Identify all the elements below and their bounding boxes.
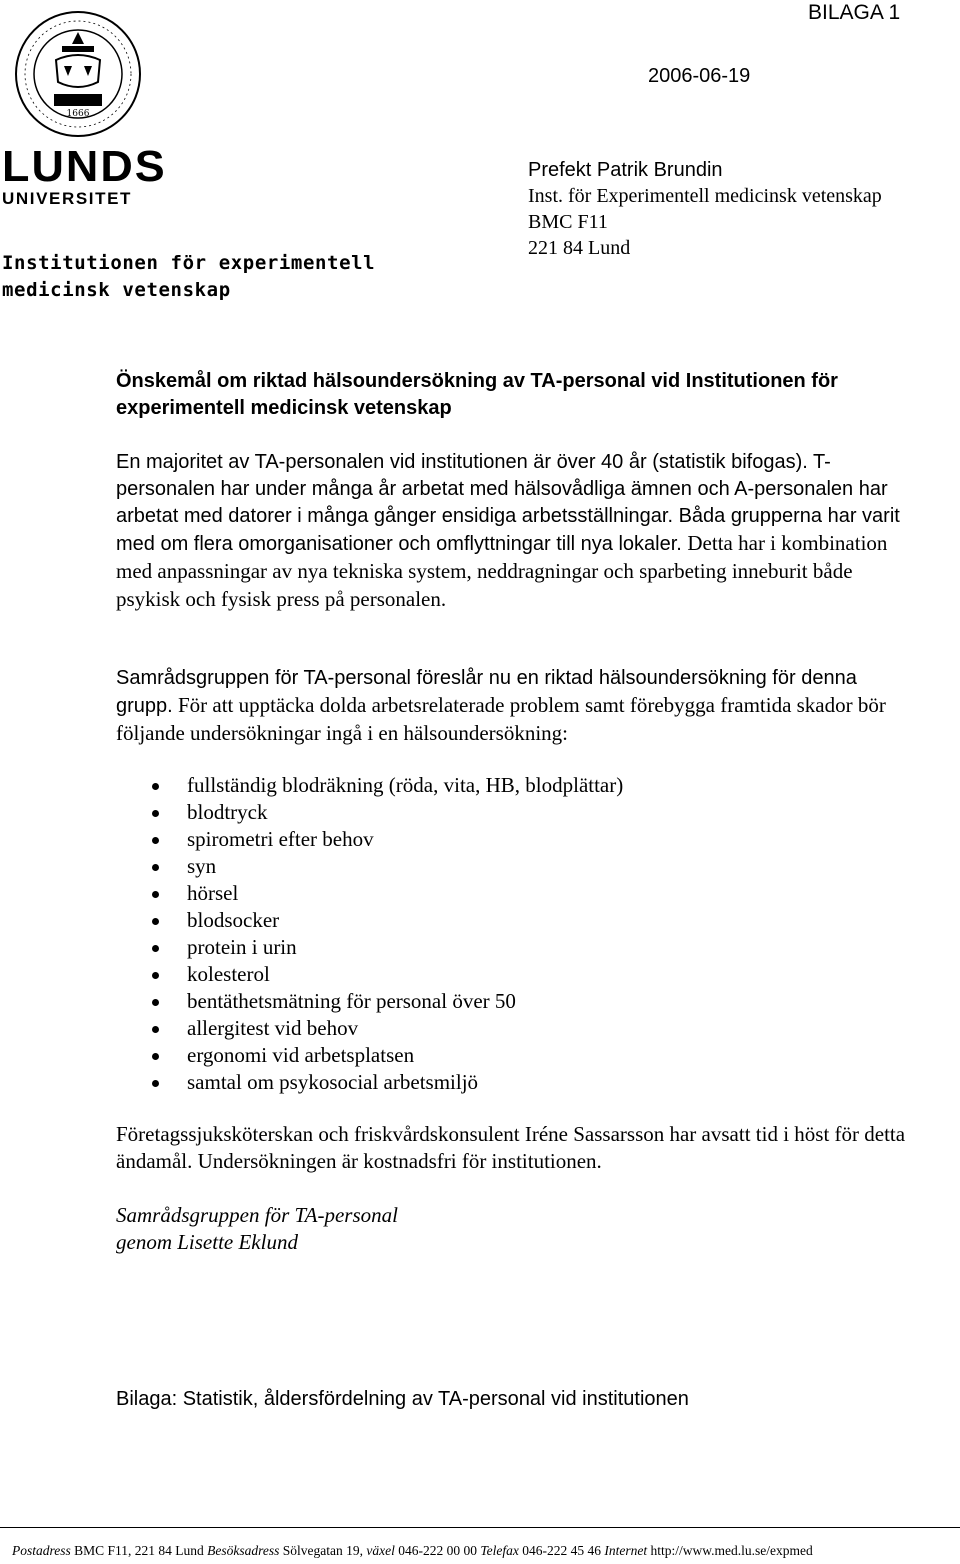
bullet-icon [152, 918, 159, 925]
list-item: allergitest vid behov [152, 1015, 623, 1042]
signature [116, 1202, 398, 1256]
footer-postal-label: Postadress [12, 1543, 71, 1558]
wordmark-universitet: UNIVERSITET [2, 189, 133, 208]
footer-contact [12, 1543, 813, 1559]
footer-fax-label: Telefax [480, 1543, 519, 1558]
attachment-label: BILAGA 1 [808, 1, 901, 24]
examination-list [152, 772, 623, 1096]
bullet-icon [152, 837, 159, 844]
department-name: Institutionen för experimentell medicinsk vetenskap [2, 252, 376, 301]
recipient-line-3: BMC F11 [528, 211, 608, 233]
university-seal-logo [14, 10, 142, 138]
list-item: protein i urin [152, 934, 623, 961]
letter-date: 2006-06-19 [648, 65, 751, 87]
paragraph-3: Företagssjuksköterskan och friskvårdskonsulent Iréne Sassarsson har avsatt tid i höst för detta ändamål. Undersökningen är kostnadsfri för institutionen. [116, 1122, 906, 1173]
paragraph-2-part-1: Samrådsgruppen för TA-personal föreslår nu en riktad hälsoundersökning för denna grupp. [116, 667, 857, 717]
bullet-icon [152, 1053, 159, 1060]
attachment-note: Bilaga: Statistik, åldersfördelning av TA-personal vid institutionen [116, 1388, 689, 1410]
recipient-line-4: 221 84 Lund [528, 237, 631, 259]
recipient-line-1: Prefekt Patrik Brundin [528, 159, 723, 181]
university-wordmark [2, 142, 167, 209]
bullet-icon [152, 864, 159, 871]
bullet-icon [152, 999, 159, 1006]
paragraph-1-serif: Detta har i kombination med anpassningar av nya tekniska system, neddragningar och sparbeting inneburit både psykisk och fysisk press på personalen. [116, 531, 888, 611]
footer-switch-label: växel [366, 1543, 395, 1558]
footer-visit-label: Besöksadress [207, 1543, 280, 1558]
footer-fax-value: 046-222 45 46 [522, 1543, 602, 1558]
svg-text:1666: 1666 [66, 109, 90, 119]
bullet-icon [152, 945, 159, 952]
bullet-icon [152, 1026, 159, 1033]
paragraph-2 [116, 664, 916, 747]
signature-line-1: Samrådsgruppen för TA-personal [116, 1203, 398, 1227]
footer-web-label: Internet [604, 1543, 648, 1558]
paragraph-2-part-2: För att upptäcka dolda arbetsrelaterade problem samt förebygga framtida skador bör följande undersökningar ingå i en hälsoundersökning: [116, 693, 886, 745]
recipient-address [528, 157, 882, 261]
letter-title: Önskemål om riktad hälsoundersökning av TA-personal vid Institutionen för experimentell medicinsk vetenskap [116, 370, 838, 419]
list-item: samtal om psykosocial arbetsmiljö [152, 1069, 623, 1096]
bullet-icon [152, 810, 159, 817]
bullet-icon [152, 783, 159, 790]
bullet-icon [152, 972, 159, 979]
footer-visit-value: Sölvegatan 19, [282, 1543, 364, 1558]
footer-postal-value: BMC F11, 221 84 Lund [74, 1543, 204, 1558]
list-item: ergonomi vid arbetsplatsen [152, 1042, 623, 1069]
list-item: blodtryck [152, 799, 623, 826]
list-item: fullständig blodräkning (röda, vita, HB, blodplättar) [152, 772, 623, 799]
footer-switch-value: 046-222 00 00 [398, 1543, 478, 1558]
wordmark-lunds: LUNDS [2, 142, 167, 191]
bullet-icon [152, 1080, 159, 1087]
list-item: kolesterol [152, 961, 623, 988]
list-item: syn [152, 853, 623, 880]
paragraph-1-sans: En majoritet av TA-personalen vid institutionen är över 40 år (statistik bifogas). T-personalen har under många år arbetat med hälsovådliga ämnen och A-personalen har arbetat med datorer i många gånger ensidiga arbetsställningar. Båda grupperna har varit med om flera omorganisationer och omflyttningar till nya lokaler. [116, 451, 900, 555]
list-item: hörsel [152, 880, 623, 907]
bullet-icon [152, 891, 159, 898]
signature-line-2: genom Lisette Eklund [116, 1230, 298, 1254]
recipient-line-2: Inst. för Experimentell medicinsk vetenskap [528, 185, 882, 207]
paragraph-1 [116, 449, 916, 614]
list-item: blodsocker [152, 907, 623, 934]
list-item: spirometri efter behov [152, 826, 623, 853]
list-item: bentäthetsmätning för personal över 50 [152, 988, 623, 1015]
footer-web-link[interactable]: http://www.med.lu.se/expmed [650, 1543, 813, 1558]
footer-divider [0, 1527, 960, 1528]
